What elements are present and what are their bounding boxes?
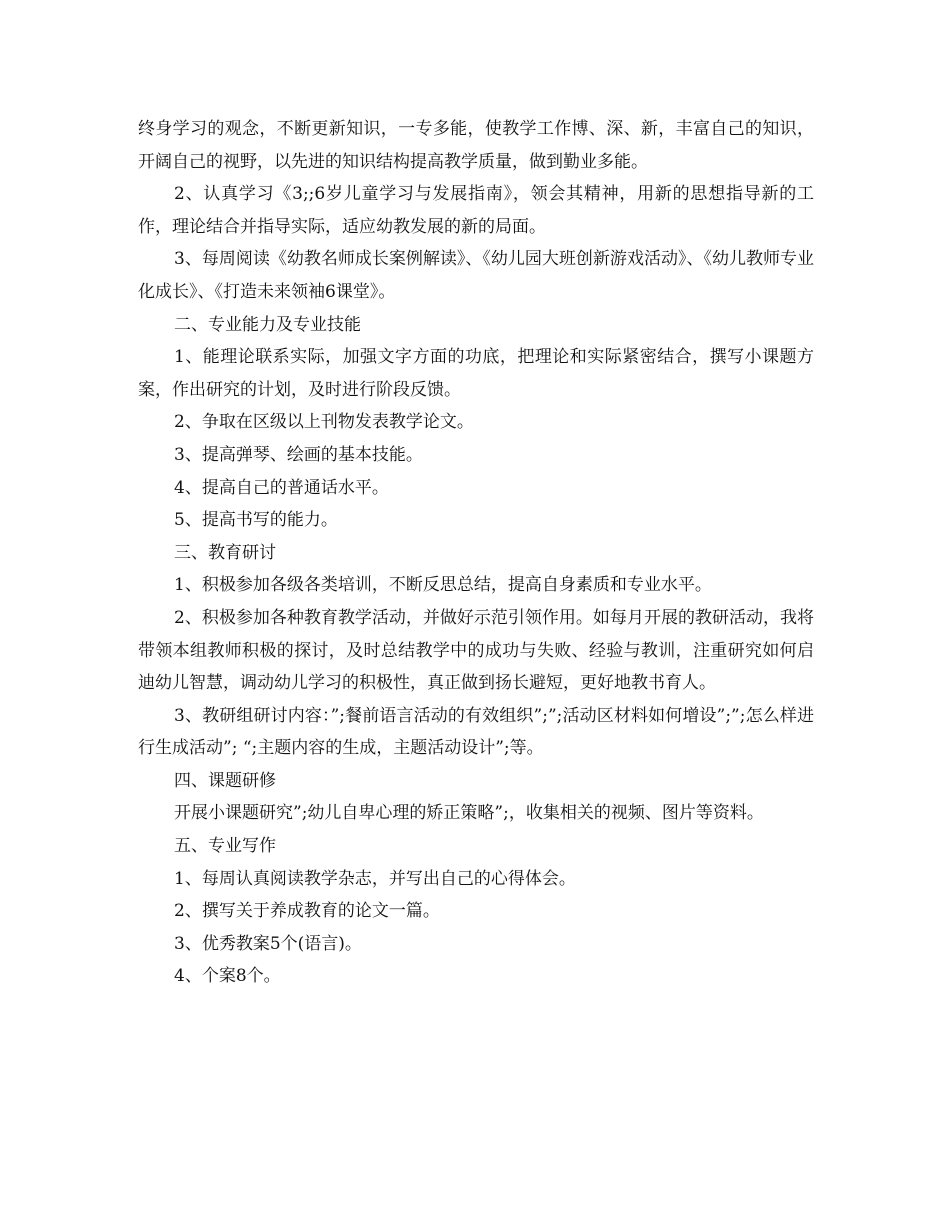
document-body (138, 113, 814, 993)
section-heading-project-study: 四、课题研修 (174, 770, 276, 791)
list-item-lesson-plans: 3、优秀教案5个(语言)。 (174, 933, 362, 954)
section-heading-professional-skills: 二、专业能力及专业技能 (174, 314, 361, 335)
list-item-piano-drawing: 3、提高弹琴、绘画的基本技能。 (174, 444, 423, 465)
paragraph-theory-practice: 1、能理论联系实际，加强文字方面的功底，把理论和实际紧密结合，撰写小课题方案，作出研究的计划，及时进行阶段反馈。 (138, 347, 814, 400)
section-heading-professional-writing: 五、专业写作 (174, 836, 276, 857)
paragraph-study-guide: 2、认真学习《3;;6岁儿童学习与发展指南》，领会其精神，用新的思想指导新的工作，理论结合并指导实际，适应幼教发展的新的局面。 (138, 184, 814, 237)
paragraph-lifelong-learning: 终身学习的观念，不断更新知识，一专多能，使教学工作博、深、新，丰富自己的知识，开阔自己的视野，以先进的知识结构提高教学质量，做到勤业多能。 (138, 119, 814, 172)
list-item-mandarin: 4、提高自己的普通话水平。 (174, 477, 389, 498)
list-item-writing: 5、提高书写的能力。 (174, 510, 338, 531)
list-item-read-magazines: 1、每周认真阅读教学杂志，并写出自己的心得体会。 (174, 868, 576, 889)
list-item-thesis: 2、撰写关于养成教育的论文一篇。 (174, 901, 440, 922)
paragraph-research-topics: 3、教研组研讨内容：”;餐前语言活动的有效组织”;”;活动区材料如何增设”;”;怎么样进行生成活动”; “;主题内容的生成，主题活动设计”;等。 (138, 705, 814, 759)
section-heading-education-research: 三、教育研讨 (174, 542, 276, 563)
paragraph-teaching-activities: 2、积极参加各种教育教学活动，并做好示范引领作用。如每月开展的教研活动，我将带领本组教师积极的探讨，及时总结教学中的成功与失败、经验与教训，注重研究如何启迪幼儿智慧，调动幼儿学习的积极性，真正做到扬长避短，更好地教书育人。 (138, 607, 814, 694)
list-item-case-studies: 4、个案8个。 (174, 966, 281, 987)
list-item-training: 1、积极参加各级各类培训，不断反思总结，提高自身素质和专业水平。 (174, 575, 712, 596)
paragraph-small-project: 开展小课题研究”;幼儿自卑心理的矫正策略”;，收集相关的视频、图片等资料。 (174, 803, 764, 824)
list-item-publish-paper: 2、争取在区级以上刊物发表教学论文。 (174, 412, 474, 433)
paragraph-weekly-reading: 3、每周阅读《幼教名师成长案例解读》、《幼儿园大班创新游戏活动》、《幼儿教师专业化成长》、《打造未来领袖6课堂》。 (138, 249, 814, 302)
